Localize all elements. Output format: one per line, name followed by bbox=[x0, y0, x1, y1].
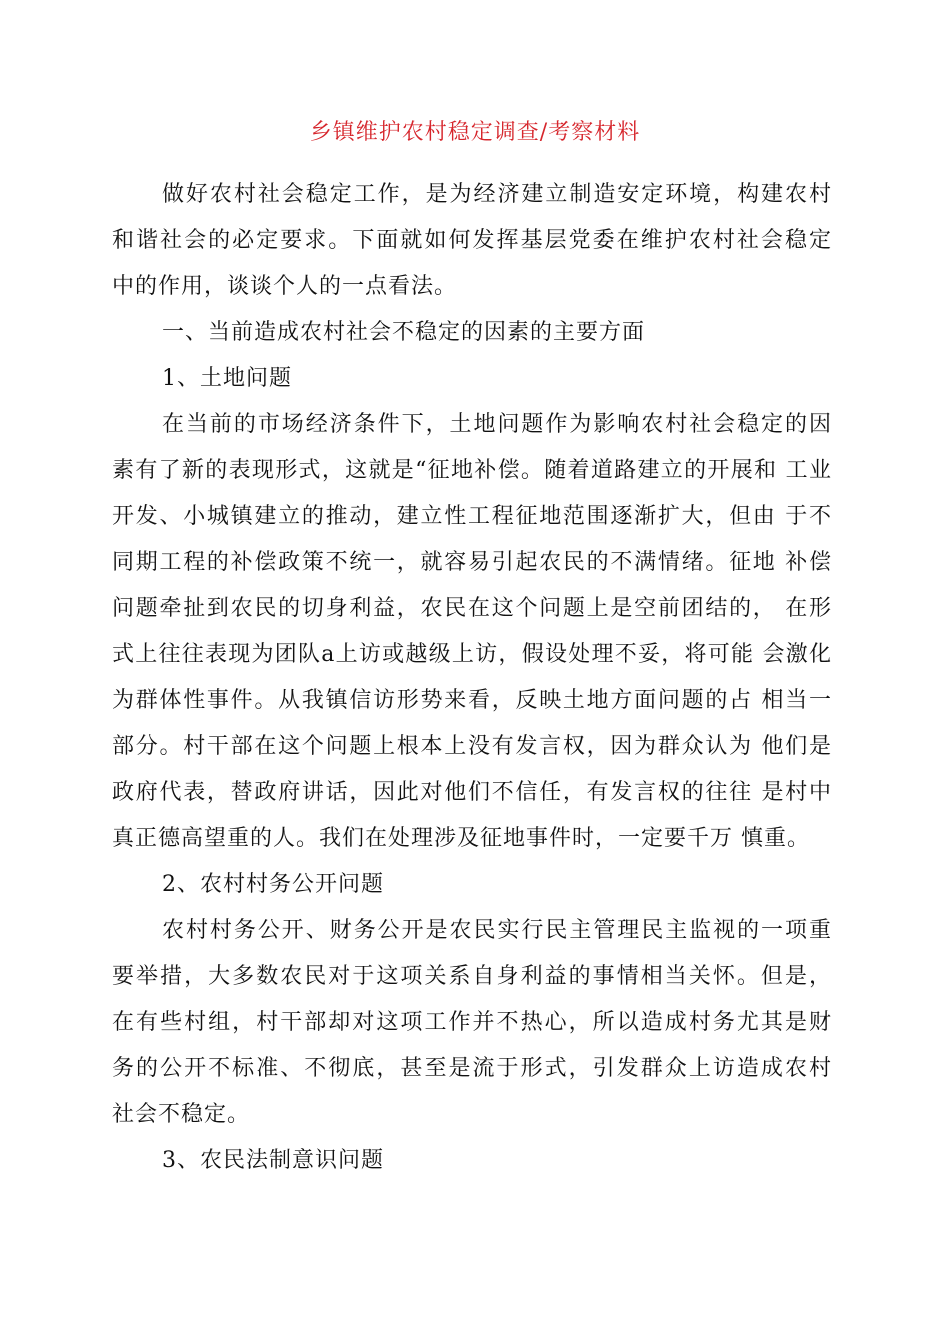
paragraph-intro: 做好农村社会稳定工作，是为经济建立制造安定环境，构建农村 和谐社会的必定要求。下面就如何发挥基层党委在维护农村社会稳定 中的作用，谈谈个人的一点看法。 bbox=[112, 182, 832, 299]
paragraph-village-affairs: 农村村务公开、财务公开是农民实行民主管理民主监视的一项重 要举措，大多数农民对于这项关系自身利益的事情相当关怀。但是， 在有些村组，村干部却对这项工作并不热心，所以造成村务尤其是财 务的公开不标准、不彻底，甚至是流于形式，引发群众上访造成农村 社会不稳定。 bbox=[112, 918, 832, 1127]
heading-section-1: 一、当前造成农村社会不稳定的因素的主要方面 bbox=[162, 320, 646, 345]
heading-legal-awareness: 3、农民法制意识问题 bbox=[162, 1148, 384, 1173]
document-title: 乡镇维护农村稳定调查/考察材料 bbox=[309, 120, 641, 145]
paragraph-land-issue: 在当前的市场经济条件下，土地问题作为影响农村社会稳定的因 素有了新的表现形式，这就是“征地补偿。随着道路建立的开展和 工业开发、小城镇建立的推动，建立性工程征地范围逐渐扩大，但由 于不同期工程的补偿政策不统一，就容易引起农民的不满情绪。征地 补偿问题牵扯到农民的切身利益，农民在这个问题上是空前团结的， 在形式上往往表现为团队a上访或越级上访，假设处理不妥，将可能 会激化为群体性事件。从我镇信访形势来看，反映土地方面问题的占 相当一部分。村干部在这个问题上根本上没有发言权，因为群众认为 他们是政府代表，替政府讲话，因此对他们不信任，有发言权的往往 是村中真正德高望重的人。我们在处理涉及征地事件时，一定要千万 慎重。 bbox=[112, 412, 832, 851]
heading-village-affairs: 2、农村村务公开问题 bbox=[162, 872, 384, 897]
heading-land-issue: 1、土地问题 bbox=[162, 366, 292, 391]
